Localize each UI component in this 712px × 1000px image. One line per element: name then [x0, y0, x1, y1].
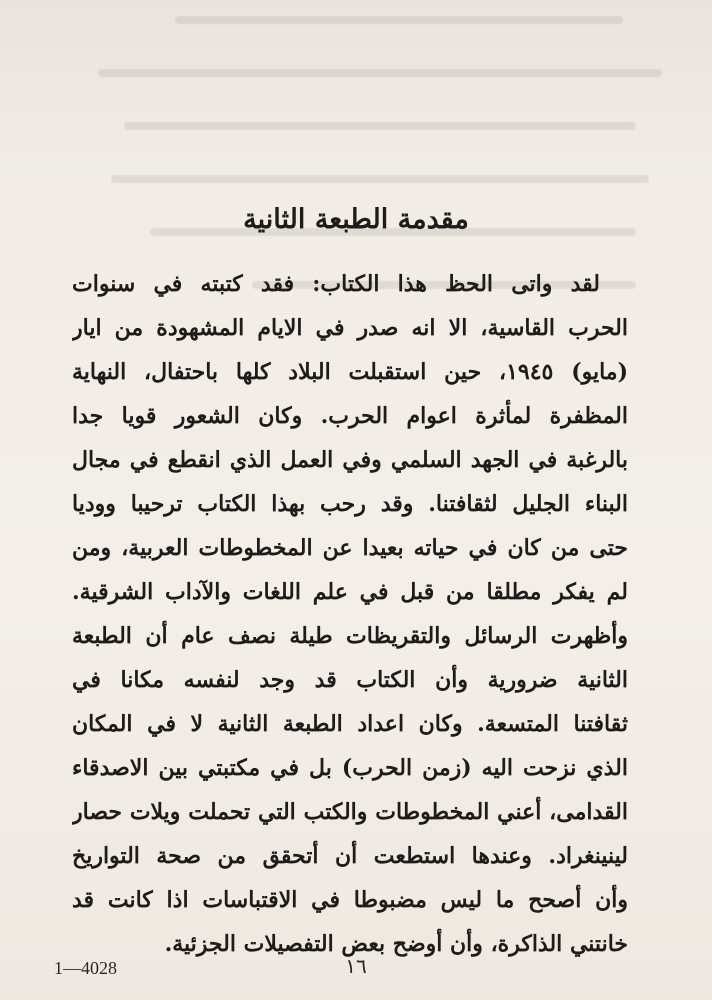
text-line: لم يفكر مطلقا من قبل في علم اللغات والآداب الشرقية. [72, 579, 628, 605]
text-line: بالرغبة في الجهد السلمي وفي العمل الذي انقطع في مجال [72, 447, 628, 473]
section-title: مقدمة الطبعة الثانية [243, 204, 469, 235]
text-line: الحرب القاسية، الا انه صدر في الايام المشهودة من ايار [72, 315, 628, 341]
page-number: ١٦ [345, 954, 367, 978]
printer-signature: 1—4028 [54, 958, 117, 978]
text-line: البناء الجليل لثقافتنا. وقد رحب بهذا الكتاب ترحيبا ووديا [72, 491, 628, 517]
text-line: الثانية ضرورية وأن الكتاب قد وجد لنفسه مكانا في [72, 667, 628, 693]
text-line: حتى من كان في حياته بعيدا عن المخطوطات العربية، ومن [72, 535, 628, 561]
text-line: خانتني الذاكرة، وأن أوضح بعض التفصيلات الجزئية. [164, 931, 628, 957]
text-line: القدامى، أعني المخطوطات والكتب التي تحملت ويلات حصار [72, 799, 628, 825]
text-line: المظفرة لمأثرة اعوام الحرب. وكان الشعور قويا جدا [72, 403, 628, 429]
text-line: لينينغراد. وعندها استطعت أن أتحقق من صحة التواريخ [72, 843, 628, 869]
bleed-through-text [60, 0, 700, 230]
text-line: وأن أصحح ما ليس مضبوطا في الاقتباسات اذا كانت قد [72, 887, 628, 913]
text-line: الذي نزحت اليه (زمن الحرب) بل في مكتبتي بين الاصدقاء [72, 755, 628, 781]
text-line: (مايو) ١٩٤٥، حين استقبلت البلاد كلها باحتفال، النهاية [72, 359, 628, 385]
body-text [72, 262, 628, 966]
text-line: لقد واتى الحظ هذا الكتاب: فقد كتبته في سنوات [72, 271, 600, 297]
text-line: ثقافتنا المتسعة. وكان اعداد الطبعة الثانية لا في المكان [72, 711, 628, 737]
text-line: وأظهرت الرسائل والتقريظات طيلة نصف عام أن الطبعة [72, 623, 628, 649]
